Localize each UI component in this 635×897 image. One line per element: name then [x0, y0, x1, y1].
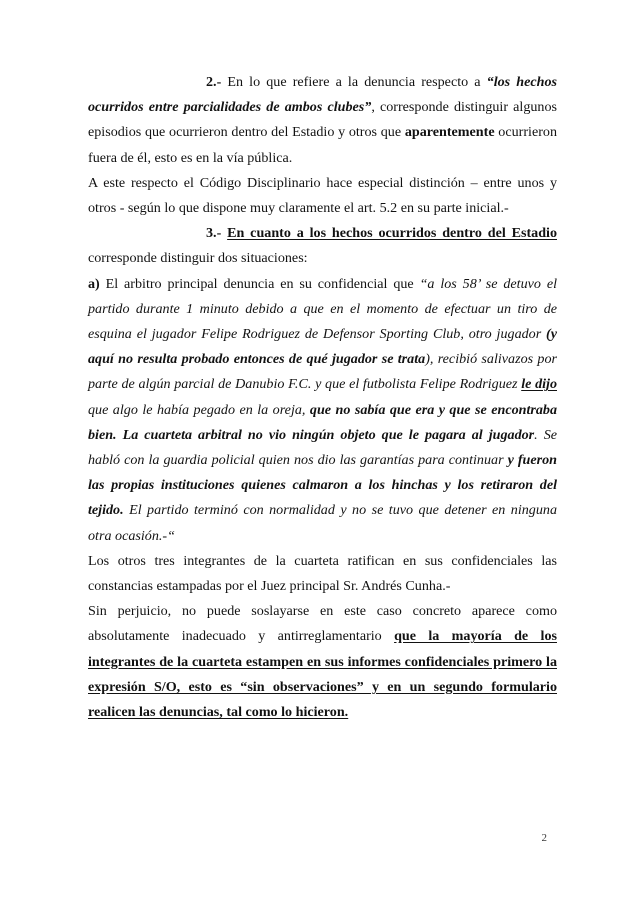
- paragraph-sin-perjuicio-emphasis: que la mayoría de los integrantes de la cuarteta estampen en sus informes confidenciales primero la expresión S/O, esto es “sin observaciones” y en un segundo formulario realicen las denuncias, tal como lo hicieron.: [88, 628, 557, 721]
- quote-end-segment: El partido terminó con normalidad y no se tuvo que detener en ninguna otra ocasión.-“: [88, 502, 557, 544]
- page-number: 2: [541, 832, 547, 844]
- quote-bold-segment-3: y fueron las propias instituciones quienes calmaron a los hinchas y los retiraron del tejido.: [88, 452, 558, 519]
- paragraph-2-bold-word: aparentemente: [404, 124, 495, 141]
- paragraph-sin-perjuicio-lead: Sin perjuicio, no puede soslayarse en este caso concreto aparece como absolutamente inadecuado y antirreglamentario: [88, 603, 557, 645]
- paragraph-2-run5: ocurrieron fuera de él, esto es en la vía pública.: [88, 124, 557, 166]
- quote-mid-segment-2: que algo le había pegado en la oreja,: [88, 401, 310, 418]
- paragraph-3-marker: 3.-: [206, 225, 222, 242]
- paragraph-2-marker: 2.-: [206, 74, 222, 90]
- quote-open-segment: “a los 58’ se detuvo el partido durante 1 minuto debido a que en el momento de efectuar un tiro de esquina el jugador Felipe Rodriguez de Defensor Sporting Club, otro jugador: [88, 275, 557, 343]
- quote-bold-segment-2: que no sabía que era y que se encontraba bien. La cuarteta arbitral no vio ningún objeto que le pagara al jugador: [88, 401, 557, 443]
- paragraph-2-run1: En lo que refiere a la denuncia respecto a: [221, 74, 487, 90]
- paragraph-2: [88, 70, 557, 171]
- paragraph-2-quoted-emphasis: “los hechos ocurridos entre parcialidades de ambos clubes”: [88, 74, 557, 116]
- paragraph-3: [88, 221, 557, 271]
- paragraph-a-confidencial: [88, 272, 557, 549]
- paragraph-codigo-disciplinario: [88, 171, 557, 221]
- quote-bold-underline-segment: le dijo: [521, 376, 557, 393]
- paragraph-otros-integrantes: [88, 549, 557, 599]
- quote-mid-segment-3: . Se habló con la guardia policial quien nos dio las garantías para continuar: [88, 426, 558, 469]
- quote-mid-segment-1: ), recibió salivazos por parte de algún parcial de Danubio F.C. y que el futbolista Felipe Rodriguez: [88, 351, 558, 393]
- paragraph-otros-integrantes-text: Los otros tres integrantes de la cuarteta ratifican en sus confidenciales las constancias estampadas por el Juez principal Sr. Andrés Cunha.-: [88, 552, 557, 595]
- paragraph-codigo-disciplinario-text: A este respecto el Código Disciplinario hace especial distinción – entre unos y otros - según lo que dispone muy claramente el art. 5.2 en su parte inicial.-: [88, 174, 557, 217]
- paragraph-sin-perjuicio: [88, 599, 557, 725]
- quote-bold-segment-1: (y aquí no resulta probado entonces de qué jugador se trata: [88, 326, 557, 368]
- paragraph-3-tail: corresponde distinguir dos situaciones:: [88, 250, 308, 267]
- paragraph-a-marker: a): [88, 275, 100, 292]
- paragraph-a-lead: El arbitro principal denuncia en su confidencial que: [99, 275, 420, 292]
- paragraph-3-heading: En cuanto a los hechos ocurridos dentro del Estadio: [227, 225, 557, 242]
- paragraph-2-run3: , corresponde distinguir algunos episodios que ocurrieron dentro del Estadio y otros que: [88, 99, 558, 141]
- document-body: [88, 70, 557, 725]
